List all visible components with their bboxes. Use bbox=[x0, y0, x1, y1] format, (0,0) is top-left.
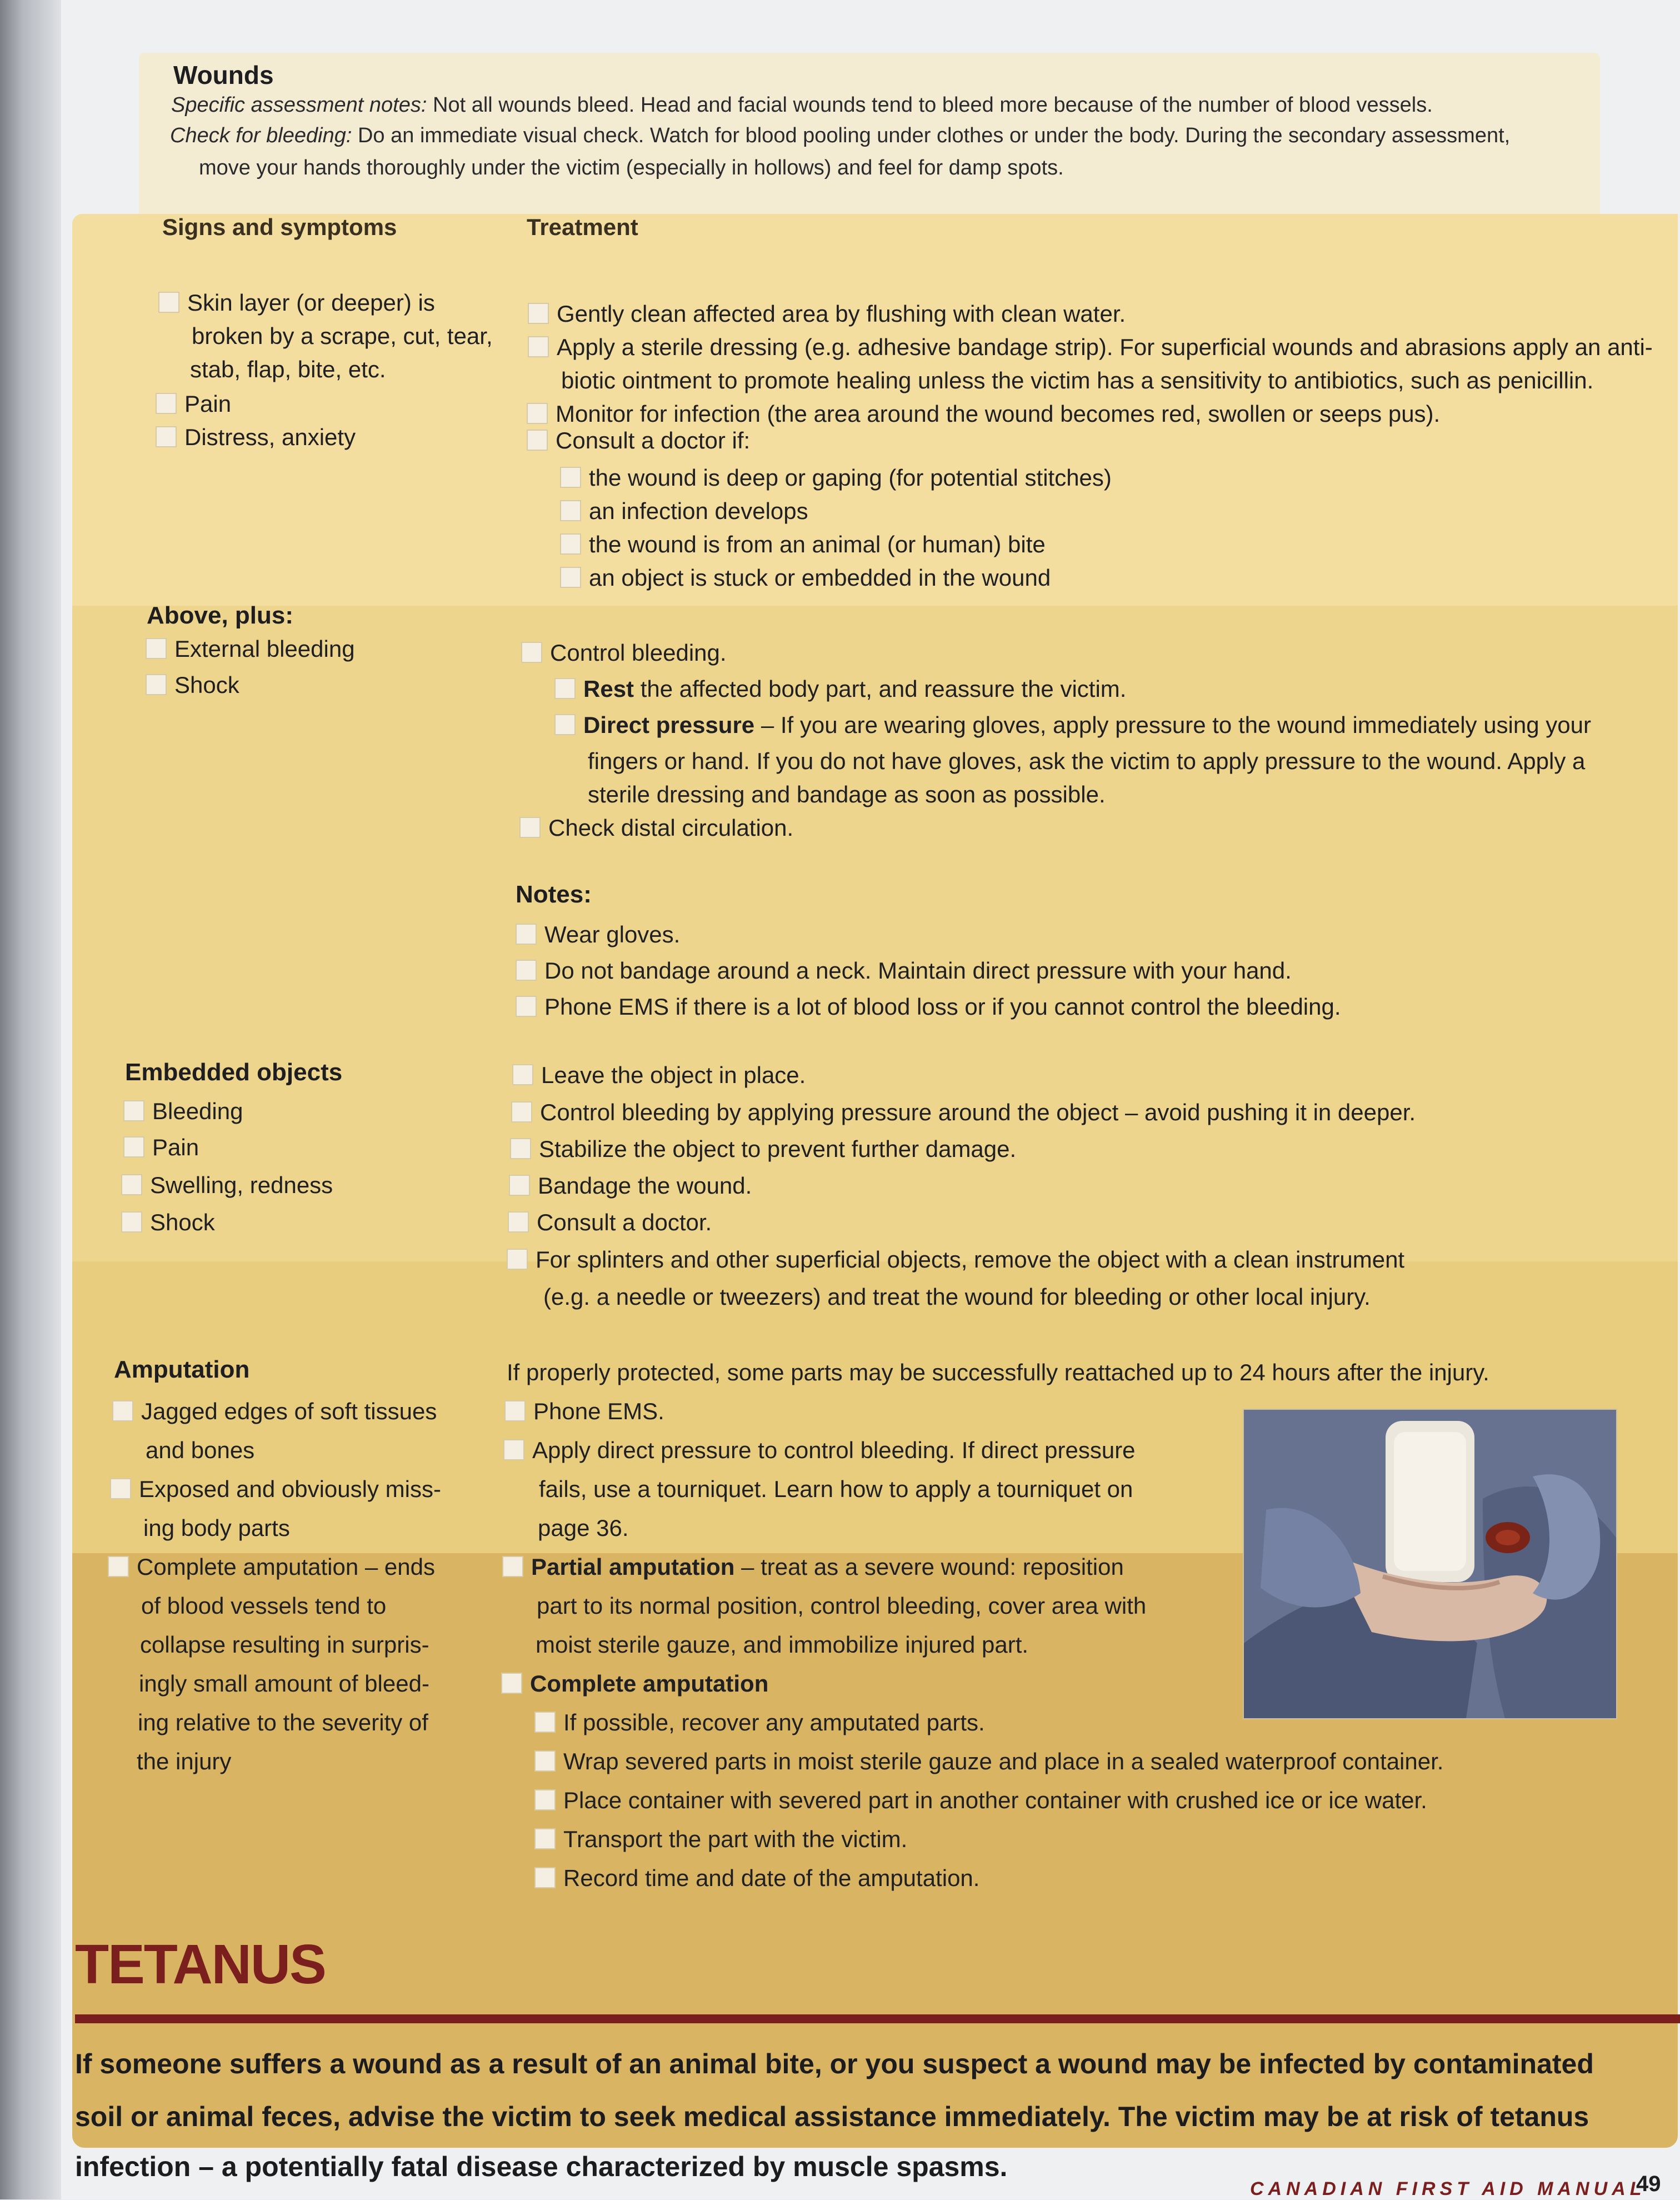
checkbox-icon bbox=[560, 567, 581, 588]
amp-pressure: Apply direct pressure to control bleeding. If direct pressure bbox=[503, 1434, 1136, 1467]
embedded-splinters-2: (e.g. a needle or tweezers) and treat the wound for bleeding or other local injury. bbox=[543, 1284, 1371, 1310]
amp-sign-complete-6: the injury bbox=[137, 1748, 232, 1774]
checkbox-icon bbox=[123, 1100, 144, 1121]
amp-sign-complete-5: ing relative to the severity of bbox=[138, 1709, 428, 1735]
checkbox-icon bbox=[502, 1556, 523, 1577]
checkbox-icon bbox=[108, 1556, 129, 1577]
tetanus-line-3: infection – a potentially fatal disease characterized by muscle spasms. bbox=[75, 2151, 1008, 2182]
sign-external-bleeding: External bleeding bbox=[146, 632, 355, 666]
section-amputation: Amputation bbox=[114, 1356, 250, 1383]
checkbox-icon bbox=[121, 1174, 142, 1195]
checkbox-icon bbox=[534, 1828, 556, 1849]
check-text: Do an immediate visual check. Watch for blood pooling under clothes or under the body. During the secondary assessment, bbox=[357, 124, 1511, 147]
embedded-splinters: For splinters and other superficial objects, remove the object with a clean instrument bbox=[507, 1243, 1404, 1276]
treat-rest: Rest the affected body part, and reassure the victim. bbox=[554, 672, 1126, 706]
embedded-control: Control bleeding by applying pressure around the object – avoid pushing it in deeper. bbox=[511, 1096, 1416, 1129]
checkbox-icon bbox=[121, 1211, 142, 1233]
checkbox-icon bbox=[112, 1400, 133, 1421]
amp-partial-2: part to its normal position, control bleeding, cover area with bbox=[537, 1593, 1147, 1619]
tetanus-rule bbox=[75, 2014, 1680, 2023]
treat-dressing-2: biotic ointment to promote healing unless the victim has a sensitivity to antibiotics, such as penicillin. bbox=[561, 367, 1594, 393]
amp-phone-ems: Phone EMS. bbox=[504, 1395, 664, 1428]
gloved-hands-illustration bbox=[1244, 1410, 1616, 1718]
treat-direct-pressure: Direct pressure – If you are wearing gloves, apply pressure to the wound immediately using your bbox=[554, 709, 1591, 742]
checkbox-icon bbox=[508, 1211, 529, 1233]
sign-shock: Shock bbox=[146, 669, 239, 702]
checkbox-icon bbox=[521, 642, 542, 663]
treat-monitor: Monitor for infection (the area around the wound becomes red, swollen or seeps pus). bbox=[527, 397, 1440, 431]
amp-sign-jagged: Jagged edges of soft tissues bbox=[112, 1395, 437, 1428]
sign-skin-layer: Skin layer (or deeper) is bbox=[158, 286, 435, 320]
treat-dressing: Apply a sterile dressing (e.g. adhesive bandage strip). For superficial wounds and abrasions apply an anti- bbox=[528, 331, 1653, 364]
column-signs: Signs and symptoms bbox=[162, 214, 397, 240]
embedded-sign-bleeding: Bleeding bbox=[123, 1095, 243, 1128]
doctor-bite: the wound is from an animal (or human) bite bbox=[560, 528, 1046, 561]
check-text-2: move your hands thoroughly under the victim (especially in hollows) and feel for damp spots. bbox=[199, 156, 1064, 179]
checkbox-icon bbox=[503, 1439, 524, 1460]
section-embedded-objects: Embedded objects bbox=[125, 1059, 343, 1086]
checkbox-icon bbox=[146, 638, 167, 659]
amp-pressure-2: fails, use a tourniquet. Learn how to apply a tourniquet on bbox=[539, 1476, 1133, 1502]
note-neck: Do not bandage around a neck. Maintain direct pressure with your hand. bbox=[516, 954, 1292, 987]
gloved-hands-photo bbox=[1243, 1409, 1617, 1719]
check-bleeding bbox=[170, 121, 1510, 150]
wounds-title: Wounds bbox=[173, 61, 274, 89]
checkbox-icon bbox=[554, 678, 576, 699]
page-number: 49 bbox=[1636, 2172, 1661, 2196]
embedded-sign-pain: Pain bbox=[123, 1131, 199, 1164]
doctor-infection: an infection develops bbox=[560, 495, 808, 528]
checkbox-icon bbox=[511, 1101, 532, 1123]
checkbox-icon bbox=[509, 1175, 530, 1196]
amp-sign-exposed-2: ing body parts bbox=[143, 1515, 290, 1541]
treat-distal: Check distal circulation. bbox=[519, 811, 793, 845]
amp-partial-3: moist sterile gauze, and immobilize injured part. bbox=[536, 1632, 1029, 1658]
note-phone-ems: Phone EMS if there is a lot of blood loss or if you cannot control the bleeding. bbox=[516, 990, 1341, 1024]
running-title: CANADIAN FIRST AID MANUAL bbox=[1250, 2178, 1646, 2199]
amp-complete: Complete amputation bbox=[501, 1667, 768, 1700]
sign-pain: Pain bbox=[156, 387, 231, 421]
checkbox-icon bbox=[534, 1750, 556, 1772]
tetanus-line-1: If someone suffers a wound as a result of an animal bite, or you suspect a wound may be infected by contaminated bbox=[75, 2048, 1594, 2079]
checkbox-icon bbox=[501, 1673, 522, 1694]
checkbox-icon bbox=[123, 1136, 144, 1158]
check-label: Check for bleeding: bbox=[170, 124, 352, 147]
notes-title: Notes: bbox=[516, 881, 592, 908]
checkbox-icon bbox=[527, 403, 548, 424]
amp-sign-complete-2: of blood vessels tend to bbox=[141, 1593, 387, 1619]
embedded-bandage: Bandage the wound. bbox=[509, 1169, 752, 1203]
section-above-plus: Above, plus: bbox=[147, 602, 294, 629]
checkbox-icon bbox=[519, 817, 541, 838]
embedded-leave: Leave the object in place. bbox=[512, 1059, 806, 1092]
checkbox-icon bbox=[528, 303, 549, 324]
amp-recover: If possible, recover any amputated parts. bbox=[534, 1706, 985, 1739]
checkbox-icon bbox=[527, 430, 548, 451]
checkbox-icon bbox=[516, 996, 537, 1017]
amp-wrap: Wrap severed parts in moist sterile gauze and place in a sealed waterproof container. bbox=[534, 1745, 1443, 1778]
embedded-sign-shock: Shock bbox=[121, 1206, 215, 1239]
checkbox-icon bbox=[534, 1867, 556, 1888]
column-treatment: Treatment bbox=[527, 214, 638, 240]
checkbox-icon bbox=[534, 1789, 556, 1810]
checkbox-icon bbox=[560, 467, 581, 488]
treat-consult: Consult a doctor if: bbox=[527, 424, 750, 457]
amp-partial: Partial amputation – treat as a severe wound: reposition bbox=[502, 1550, 1124, 1584]
tetanus-title: TETANUS bbox=[75, 1933, 326, 1996]
amp-record: Record time and date of the amputation. bbox=[534, 1862, 979, 1895]
note-gloves: Wear gloves. bbox=[516, 918, 680, 951]
doctor-object: an object is stuck or embedded in the wound bbox=[560, 561, 1051, 595]
checkbox-icon bbox=[510, 1138, 531, 1159]
tetanus-line-2: soil or animal feces, advise the victim to seek medical assistance immediately. The victim may be at risk of tetanus bbox=[75, 2101, 1589, 2132]
amp-ice: Place container with severed part in another container with crushed ice or ice water. bbox=[534, 1784, 1427, 1817]
checkbox-icon bbox=[528, 336, 549, 357]
direct-pressure-3: sterile dressing and bandage as soon as possible. bbox=[588, 781, 1106, 807]
checkbox-icon bbox=[554, 714, 576, 735]
sign-skin-layer-3: stab, flap, bite, etc. bbox=[190, 356, 386, 382]
amp-sign-jagged-2: and bones bbox=[146, 1437, 255, 1463]
direct-pressure-2: fingers or hand. If you do not have gloves, ask the victim to apply pressure to the wound. Apply a bbox=[588, 748, 1586, 774]
checkbox-icon bbox=[560, 533, 581, 555]
assessment-notes bbox=[171, 91, 1433, 119]
checkbox-icon bbox=[156, 426, 177, 447]
checkbox-icon bbox=[534, 1712, 556, 1733]
treat-clean: Gently clean affected area by flushing with clean water. bbox=[528, 297, 1126, 331]
sign-distress: Distress, anxiety bbox=[156, 421, 356, 454]
checkbox-icon bbox=[507, 1249, 528, 1270]
amp-sign-exposed: Exposed and obviously miss- bbox=[110, 1473, 441, 1506]
amp-transport: Transport the part with the victim. bbox=[534, 1823, 907, 1856]
checkbox-icon bbox=[110, 1478, 131, 1499]
amp-sign-complete-4: ingly small amount of bleed- bbox=[139, 1670, 429, 1697]
amp-sign-complete-3: collapse resulting in surpris- bbox=[140, 1632, 429, 1658]
amp-intro: If properly protected, some parts may be successfully reattached up to 24 hours after the injury. bbox=[507, 1359, 1489, 1385]
checkbox-icon bbox=[516, 960, 537, 981]
checkbox-icon bbox=[156, 393, 177, 414]
amp-sign-complete: Complete amputation – ends bbox=[108, 1550, 435, 1584]
sign-skin-layer-2: broken by a scrape, cut, tear, bbox=[192, 323, 493, 349]
doctor-deep: the wound is deep or gaping (for potential stitches) bbox=[560, 461, 1112, 495]
assessment-text: Not all wounds bleed. Head and facial wounds tend to bleed more because of the number of blood vessels. bbox=[433, 93, 1433, 117]
checkbox-icon bbox=[158, 292, 179, 313]
treat-control-bleeding: Control bleeding. bbox=[521, 636, 727, 670]
embedded-consult: Consult a doctor. bbox=[508, 1206, 712, 1239]
checkbox-icon bbox=[146, 674, 167, 695]
embedded-stabilize: Stabilize the object to prevent further damage. bbox=[510, 1133, 1016, 1166]
checkbox-icon bbox=[512, 1064, 533, 1085]
checkbox-icon bbox=[560, 500, 581, 521]
checkbox-icon bbox=[504, 1400, 526, 1421]
amp-pressure-3: page 36. bbox=[538, 1515, 629, 1541]
checkbox-icon bbox=[516, 924, 537, 945]
embedded-sign-swelling: Swelling, redness bbox=[121, 1169, 333, 1202]
assessment-label: Specific assessment notes: bbox=[171, 93, 427, 117]
